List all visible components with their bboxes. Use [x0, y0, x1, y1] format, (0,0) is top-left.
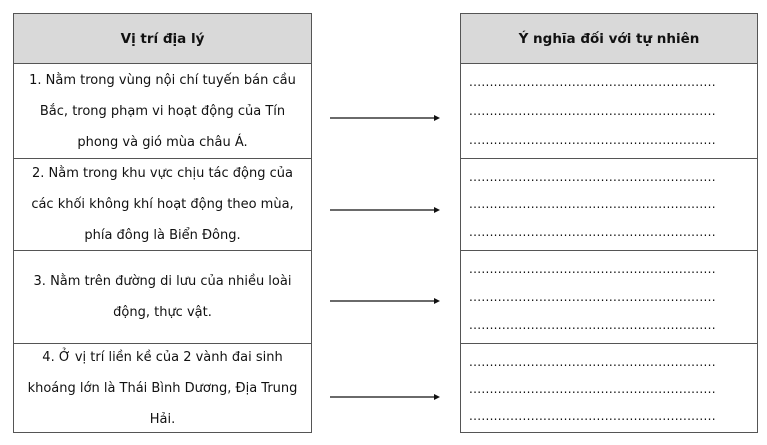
- answer-row-1[interactable]: [461, 64, 757, 159]
- answer-line[interactable]: ............................................................: [469, 103, 716, 118]
- location-row-2: 2. Nằm trong khu vực chịu tác động của các khối không khí hoạt động theo mùa, phía đông là Biển Đông.: [14, 159, 311, 251]
- arrow-icon: [330, 392, 440, 402]
- answer-row-4[interactable]: [461, 344, 757, 433]
- answer-line[interactable]: ............................................................: [469, 318, 716, 332]
- location-row-1: 1. Nằm trong vùng nội chí tuyến bán cầu Bắc, trong phạm vi hoạt động của Tín phong và gió mùa châu Á.: [14, 64, 311, 159]
- arrow-icon: [330, 113, 440, 123]
- answer-line[interactable]: ............................................................: [469, 225, 716, 240]
- meaning-table: [460, 13, 758, 433]
- answer-line[interactable]: ............................................................: [469, 381, 716, 396]
- meaning-header: Ý nghĩa đối với tự nhiên: [461, 14, 757, 64]
- answer-line[interactable]: ............................................................: [469, 354, 716, 369]
- answer-line[interactable]: ............................................................: [469, 132, 716, 147]
- answer-line[interactable]: ............................................................: [469, 75, 716, 90]
- answer-line[interactable]: ............................................................: [469, 169, 716, 184]
- answer-line[interactable]: ............................................................: [469, 262, 716, 276]
- arrow-icon: [330, 296, 440, 306]
- answer-row-2[interactable]: [461, 159, 757, 251]
- answer-line[interactable]: ............................................................: [469, 290, 716, 304]
- answer-row-3[interactable]: [461, 251, 757, 344]
- answer-line[interactable]: ............................................................: [469, 197, 716, 212]
- location-table: [13, 13, 312, 433]
- answer-line[interactable]: ............................................................: [469, 408, 716, 423]
- location-row-4: 4. Ở vị trí liền kề của 2 vành đai sinh khoáng lớn là Thái Bình Dương, Địa Trung Hải.: [27, 350, 298, 427]
- location-row-3: 3. Nằm trên đường di lưu của nhiều loài động, thực vật.: [14, 251, 311, 344]
- location-header: Vị trí địa lý: [14, 14, 311, 64]
- arrow-icon: [330, 205, 440, 215]
